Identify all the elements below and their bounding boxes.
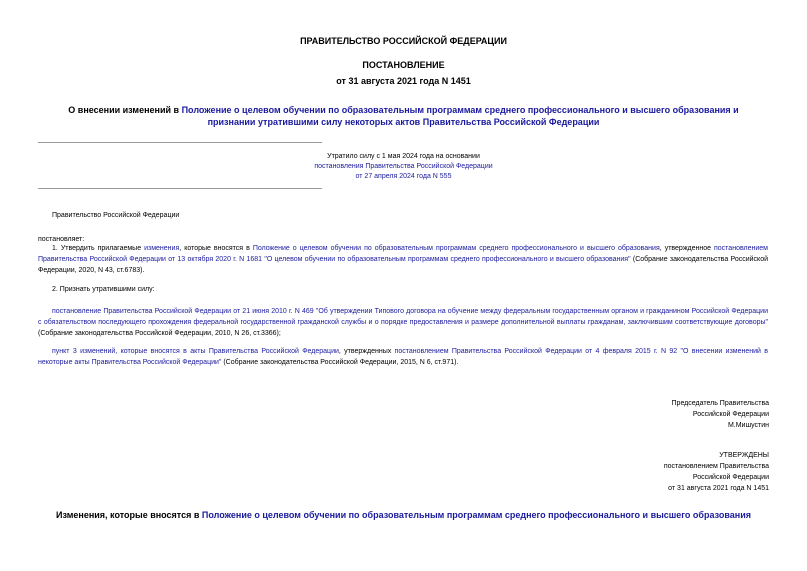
appendix-regulation-link[interactable]: Положение о целевом обучении по образовательным программам среднего профессионального и высшего образования	[201, 510, 751, 520]
decree-469-link[interactable]: постановление Правительства Российской Федерации от 21 июня 2010 г. N 469 "Об утверждении Типового договора на обучение между федеральным государственным органом и гражданином Российской Федерации с обязательством последующего прохождения федеральной государственной гражданской службы и о порядке предоставления и размере дополнительной выплаты гражданам, заключившим соответствующие договоры"	[38, 308, 768, 326]
signature-name: М.Мишустин	[727, 422, 769, 429]
document-type: ПОСТАНОВЛЕНИЕ	[362, 60, 445, 70]
approval-block	[664, 450, 769, 494]
status-note-line1: Утратило силу с 1 мая 2024 года на основании	[327, 153, 480, 160]
status-note	[0, 152, 807, 182]
approval-line4: от 31 августа 2021 года N 1451	[668, 485, 769, 492]
government-name: ПРАВИТЕЛЬСТВО РОССИЙСКОЙ ФЕДЕРАЦИИ	[300, 36, 507, 46]
issuer: Правительство Российской Федерации	[52, 212, 180, 219]
repeal-decree-link[interactable]: постановления Правительства Российской Федерации	[314, 163, 493, 170]
bottom-divider	[38, 188, 322, 189]
regulation-link[interactable]: Положение о целевом обучении по образовательным программам среднего профессионального и высшего образования	[252, 245, 660, 252]
appendix-title: Изменения, которые вносятся в Положение о целевом обучении по образовательным программам среднего профессионального и высшего образования	[56, 510, 751, 520]
approval-line2: постановлением Правительства	[663, 463, 769, 470]
item-2b: пункт 3 изменений, которые вносятся в акты Правительства Российской Федерации, утвержденных постановлением Правительства Российской Федерации от 4 февраля 2015 г. N 92 "О внесении изменений в некоторые акты Правительства Российской Федерации" (Собрание законодательства Российской Федерации, 2015, N 6, ст.971).	[38, 348, 768, 366]
approval-line3: Российской Федерации	[692, 474, 769, 481]
title-prefix: О внесении изменений в	[68, 105, 182, 115]
top-divider	[38, 142, 322, 143]
decree-1681-link[interactable]: постановлением Правительства Российской Федерации от 13 октября 2020 г. N 1681 "О целевом обучении по образовательным программам среднего профессионального и высшего образования"	[38, 245, 768, 263]
title-regulation-link[interactable]: Положение о целевом обучении по образовательным программам среднего профессионального и высшего образования и признании утратившими силу некоторых актов Правительства Российской Федерации	[181, 105, 739, 127]
point-3-changes-link[interactable]: пункт 3 изменений, которые вносятся в акты Правительства Российской Федерации	[52, 348, 339, 355]
decree-92-link[interactable]: постановлением Правительства Российской Федерации от 4 февраля 2015 г. N 92 "О внесении изменений в некоторые акты Правительства Российской Федерации"	[38, 348, 768, 366]
signature-line2: Российской Федерации	[692, 411, 769, 418]
item-2a: постановление Правительства Российской Федерации от 21 июня 2010 г. N 469 "Об утверждении Типового договора на обучение между федеральным государственным органом и гражданином Российской Федерации с обязательством последующего прохождения федеральной государственной гражданской службы и о порядке предоставления и размере дополнительной выплаты гражданам, заключившим соответствующие договоры" (Собрание законодательства Российской Федерации, 2010, N 26, ст.3366);	[38, 308, 768, 337]
item-2: 2. Признать утратившими силу:	[52, 286, 155, 293]
signature-block	[672, 398, 769, 431]
decrees-word: постановляет:	[38, 236, 85, 243]
repeal-decree-date-link[interactable]: от 27 апреля 2024 года N 555	[355, 173, 452, 180]
signature-line1: Председатель Правительства	[671, 400, 769, 407]
document-date-number: от 31 августа 2021 года N 1451	[336, 76, 471, 86]
item-1: 1. Утвердить прилагаемые изменения, которые вносятся в Положение о целевом обучении по образовательным программам среднего профессионального и высшего образования, утвержденное постановлением Правительства Российской Федерации от 13 октября 2020 г. N 1681 "О целевом обучении по образовательным программам среднего профессионального и высшего образования" (Собрание законодательства Российской Федерации, 2020, N 43, ст.6783).	[38, 245, 769, 274]
approval-line1: УТВЕРЖДЕНЫ	[719, 452, 769, 459]
document-title	[46, 104, 761, 128]
changes-link[interactable]: изменения	[144, 245, 180, 252]
